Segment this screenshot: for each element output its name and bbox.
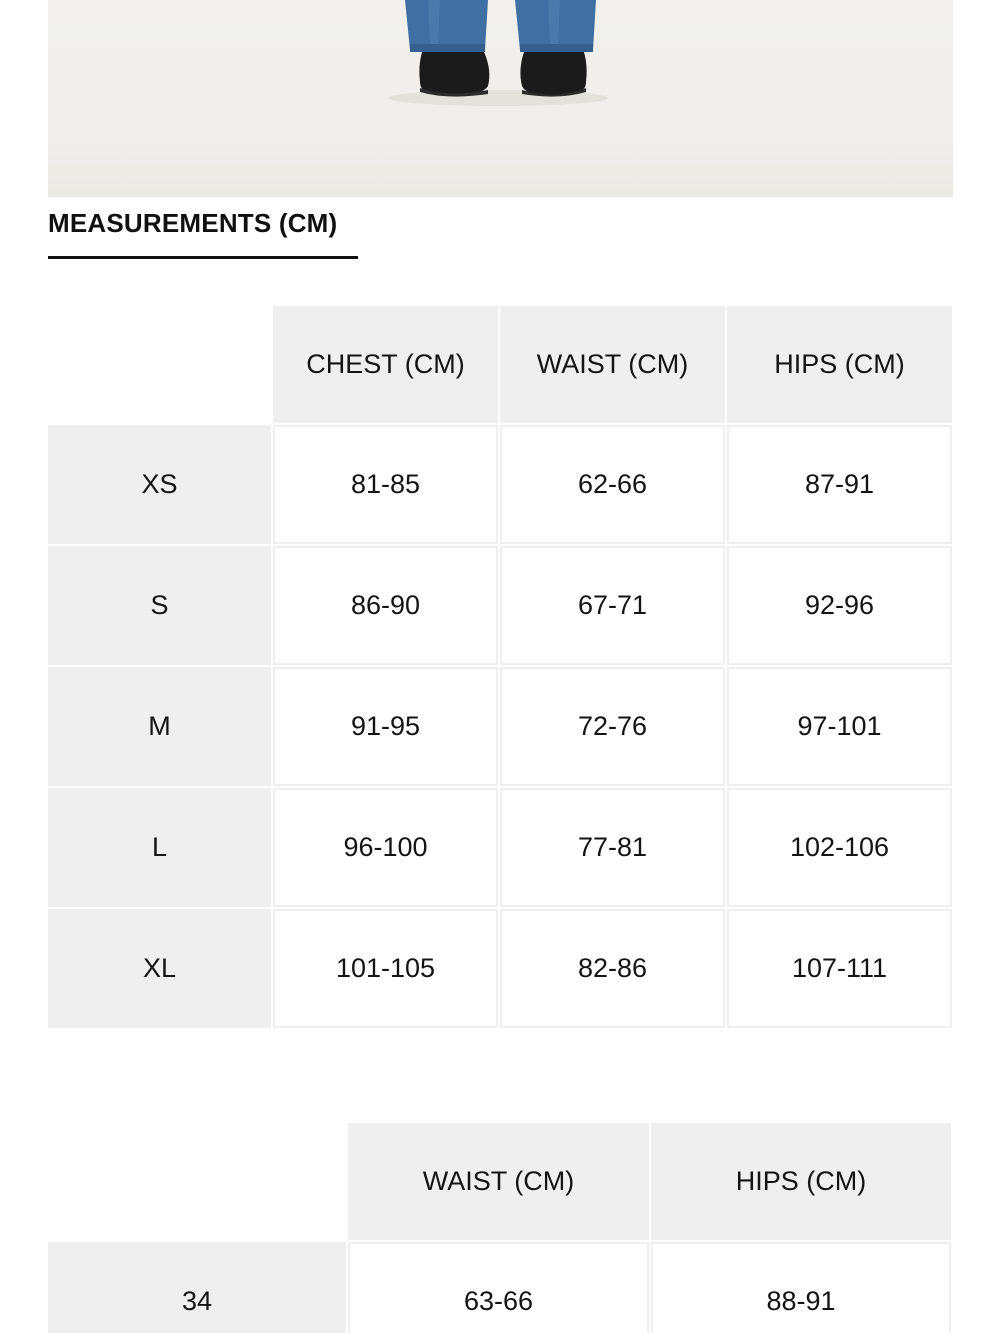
jeans-left-leg <box>405 0 488 50</box>
measurement-cell: 67-71 <box>500 546 725 665</box>
column-header: HIPS (CM) <box>727 306 952 423</box>
measurement-cell: 91-95 <box>273 667 498 786</box>
column-header: WAIST (CM) <box>348 1123 649 1240</box>
measurement-cell: 63-66 <box>348 1242 649 1333</box>
measurement-cell: 72-76 <box>500 667 725 786</box>
jeans-right-hem <box>520 44 593 52</box>
column-header: WAIST (CM) <box>500 306 725 423</box>
measurement-cell: 86-90 <box>273 546 498 665</box>
size-label: 34 <box>48 1242 346 1333</box>
jeans-left-hem <box>410 44 485 52</box>
measurement-cell: 102-106 <box>727 788 952 907</box>
size-label: XL <box>48 909 271 1028</box>
size-label: S <box>48 546 271 665</box>
product-photo <box>48 0 953 197</box>
column-header: CHEST (CM) <box>273 306 498 423</box>
measurement-cell: 82-86 <box>500 909 725 1028</box>
size-label: XS <box>48 425 271 544</box>
measurement-cell: 97-101 <box>727 667 952 786</box>
measurement-cell: 96-100 <box>273 788 498 907</box>
right-shoe <box>520 52 586 96</box>
section-underline <box>48 256 358 259</box>
size-label: M <box>48 667 271 786</box>
measurement-cell: 92-96 <box>727 546 952 665</box>
measurement-cell: 88-91 <box>651 1242 951 1333</box>
measurement-cell: 77-81 <box>500 788 725 907</box>
measurement-cell: 62-66 <box>500 425 725 544</box>
column-header: HIPS (CM) <box>651 1123 951 1240</box>
section-title: MEASUREMENTS (CM) <box>48 208 338 238</box>
measurement-cell: 107-111 <box>727 909 952 1028</box>
measurement-cell: 81-85 <box>273 425 498 544</box>
left-shoe <box>419 52 489 96</box>
measurement-cell: 87-91 <box>727 425 952 544</box>
denim-highlight <box>428 0 440 44</box>
product-photo-figure <box>48 0 953 197</box>
size-label: L <box>48 788 271 907</box>
measurement-cell: 101-105 <box>273 909 498 1028</box>
denim-highlight <box>548 0 560 44</box>
